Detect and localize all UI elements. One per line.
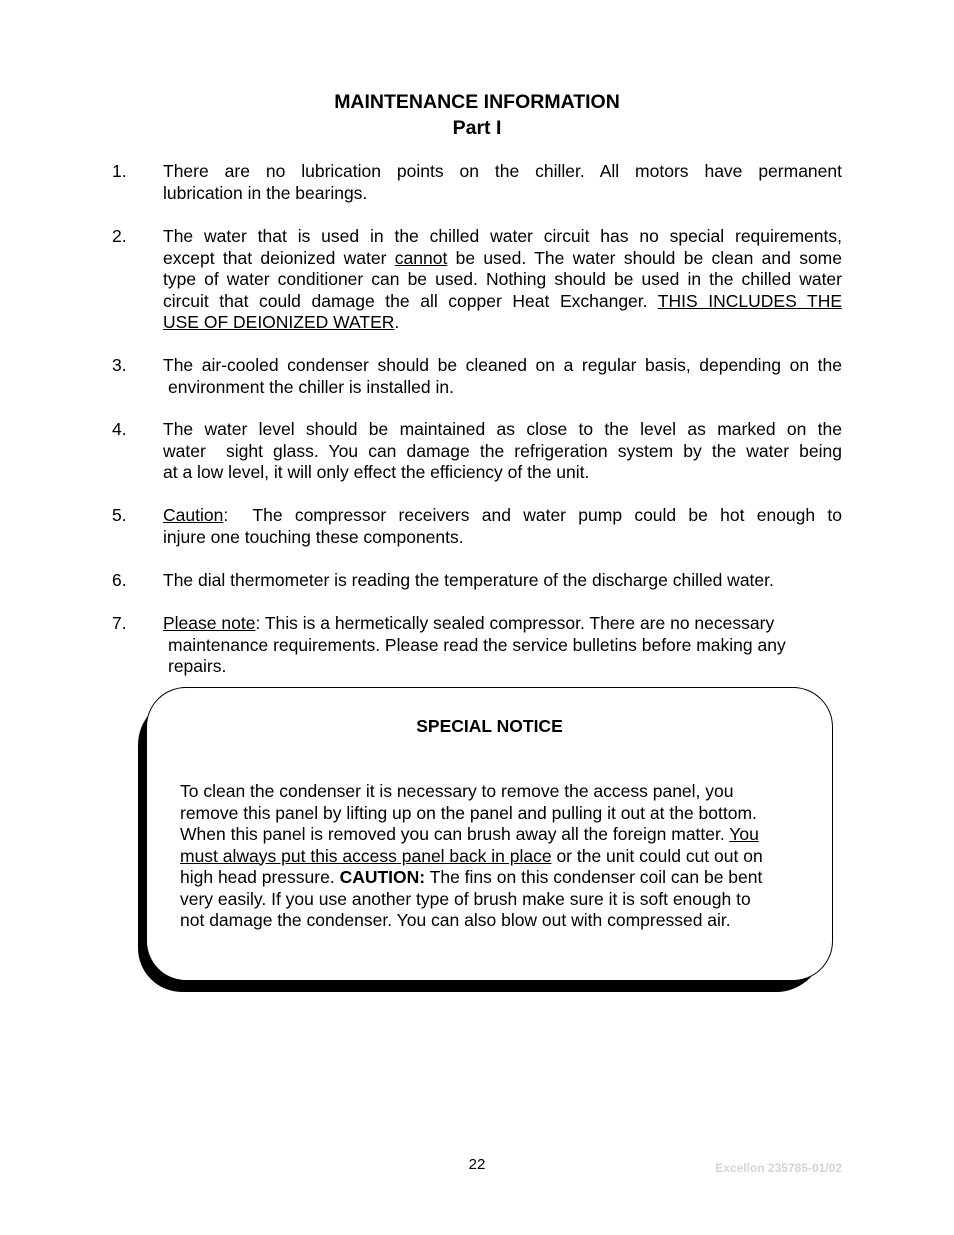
item-text	[163, 161, 842, 204]
caution-label: Caution	[163, 505, 224, 525]
text-segment: : The compressor receivers and water pump could be hot enough to	[223, 505, 842, 525]
text-line: remove this panel by lifting up on the panel and pulling it out at the bottom.	[180, 802, 757, 823]
text-line	[163, 312, 842, 334]
page-title: MAINTENANCE INFORMATION	[334, 91, 620, 113]
page-number: 22	[468, 1156, 486, 1173]
text-segment: When this panel is removed you can brush away all the foreign matter.	[180, 824, 730, 844]
caution-bold: CAUTION:	[339, 867, 426, 887]
text-segment: .	[394, 312, 400, 333]
text-line: not damage the condenser. You can also blow out with compressed air.	[180, 910, 731, 930]
item-text	[163, 505, 842, 548]
text-line: at a low level, it will only effect the efficiency of the unit.	[163, 462, 590, 483]
item-number: 6.	[112, 570, 127, 590]
emphasis-deionized-2: USE OF DEIONIZED WATER	[163, 312, 395, 333]
item-number: 4.	[112, 419, 127, 439]
item-text	[163, 613, 842, 678]
text-line	[163, 613, 842, 635]
emphasis-deionized-1: THIS INCLUDES THE	[657, 290, 843, 311]
text-segment: : This is a hermetically sealed compressor. There are no necessary	[255, 613, 775, 633]
item-number: 1.	[112, 161, 127, 181]
text-segment: except that deionized water	[163, 247, 395, 268]
text-line: maintenance requirements. Please read the service bulletins before making any	[168, 634, 786, 655]
text-segment: or the unit could cut out on	[551, 845, 763, 866]
document-code: Excellon 235785-01/02	[715, 1161, 842, 1175]
item-number: 3.	[112, 355, 127, 375]
please-note-label: Please note	[163, 613, 256, 633]
text-line: The water that is used in the chilled water circuit has no special requirements,	[163, 226, 842, 246]
text-segment: be used. The water should be clean and some	[447, 247, 842, 268]
text-line: The water level should be maintained as close to the level as marked on the	[163, 419, 842, 439]
item-text	[163, 226, 842, 334]
item-number: 2.	[112, 226, 127, 246]
text-line	[180, 824, 810, 846]
text-line: injure one touching these components.	[163, 526, 464, 547]
text-segment: The fins on this condenser coil can be bent	[425, 867, 763, 887]
text-line: To clean the condenser it is necessary to remove the access panel, you	[180, 781, 734, 801]
text-line: There are no lubrication points on the chiller. All motors have permanent	[163, 161, 842, 181]
page-subtitle: Part I	[452, 117, 502, 139]
text-line: repairs.	[168, 656, 227, 677]
emphasis-segment: must always put this access panel back in place	[180, 845, 552, 866]
item-text	[163, 355, 842, 398]
text-segment: high head pressure.	[180, 867, 340, 887]
text-line: The air-cooled condenser should be cleaned on a regular basis, depending on the	[163, 355, 842, 375]
text-line: lubrication in the bearings.	[163, 182, 368, 203]
text-line: water sight glass. You can damage the refrigeration system by the water being	[163, 440, 842, 461]
emphasis-cannot: cannot	[394, 247, 448, 268]
item-number: 7.	[112, 613, 127, 633]
text-line	[163, 291, 842, 313]
text-line: The dial thermometer is reading the temperature of the discharge chilled water.	[163, 570, 774, 590]
text-line: environment the chiller is installed in.	[168, 376, 454, 397]
notice-title: SPECIAL NOTICE	[416, 716, 563, 736]
text-segment: circuit that could damage the all copper Heat Exchanger.	[163, 290, 658, 311]
item-text	[163, 570, 842, 592]
text-line: very easily. If you use another type of brush make sure it is soft enough to	[180, 888, 751, 909]
emphasis-segment: You	[729, 824, 759, 844]
item-text	[163, 419, 842, 484]
text-line	[180, 867, 810, 889]
text-line	[180, 846, 810, 868]
item-number: 5.	[112, 505, 127, 525]
text-line	[163, 505, 842, 527]
text-line: type of water conditioner can be used. Nothing should be used in the chilled water	[163, 269, 842, 290]
notice-body	[180, 781, 810, 932]
text-line	[163, 248, 842, 270]
